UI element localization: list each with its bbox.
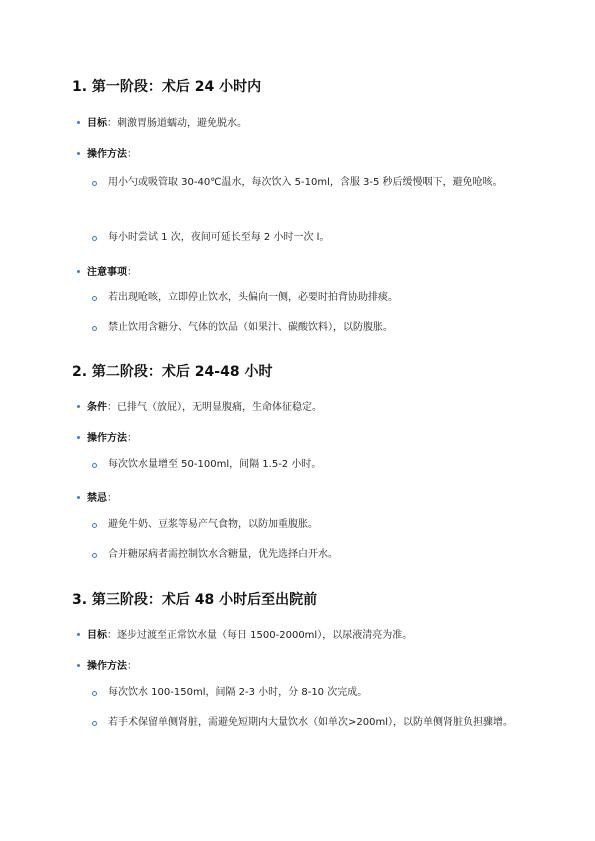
bullet-label: 操作方法 [87, 433, 127, 444]
bullet-text: ： [107, 493, 117, 504]
bullet-text: ： [127, 149, 137, 160]
bullet-label: 操作方法 [87, 661, 127, 672]
bullet-ring-icon [92, 463, 97, 468]
bullet-dot-icon [77, 664, 80, 667]
bullet-label: 禁忌 [87, 493, 107, 504]
sub-bullet-text: 避免牛奶、豆浆等易产气食物，以防加重腹胀。 [108, 519, 318, 530]
sub-bullet-item [92, 681, 522, 705]
bullet-label: 条件 [87, 402, 107, 413]
bullet-label: 目标 [87, 118, 107, 129]
bullet-item [77, 398, 322, 413]
sub-bullet-text: 合并糖尿病者需控制饮水含糖量，优先选择白开水。 [108, 549, 338, 560]
bullet-label: 操作方法 [87, 149, 127, 160]
bullet-text: ：逐步过渡至正常饮水量（每日 1500-2000ml），以尿液清亮为准。 [107, 630, 413, 641]
bullet-item [77, 429, 137, 444]
bullet-ring-icon [92, 296, 97, 301]
section-heading: 1. 第一阶段：术后 24 小时内 [72, 79, 262, 95]
bullet-label: 注意事项 [87, 267, 127, 278]
sub-bullet-item [92, 711, 522, 735]
section-heading: 3. 第三阶段：术后 48 小时后至出院前 [72, 592, 318, 608]
bullet-dot-icon [77, 121, 80, 124]
bullet-ring-icon [92, 181, 97, 186]
bullet-item [77, 626, 412, 641]
bullet-item [77, 657, 137, 672]
bullet-text: ：刺激胃肠道蠕动，避免脱水。 [107, 118, 247, 129]
bullet-label: 目标 [87, 630, 107, 641]
bullet-dot-icon [77, 633, 80, 636]
bullet-item [77, 114, 247, 129]
bullet-text: ： [127, 267, 137, 278]
sub-bullet-item [92, 513, 522, 537]
sub-bullet-text: 用小勺或吸管取 30-40℃温水，每次饮入 5-10ml，含服 3-5 秒后缓慢咽下，避免呛咳。 [108, 177, 503, 188]
bullet-item [77, 263, 137, 278]
sub-bullet-text: 每次饮水 100-150ml，间隔 2-3 小时，分 8-10 次完成。 [108, 687, 368, 698]
bullet-ring-icon [92, 326, 97, 331]
bullet-ring-icon [92, 236, 97, 241]
bullet-dot-icon [77, 496, 80, 499]
bullet-ring-icon [92, 553, 97, 558]
bullet-dot-icon [77, 405, 80, 408]
sub-bullet-item [92, 226, 522, 250]
bullet-text: ： [127, 661, 137, 672]
bullet-item [77, 145, 137, 160]
sub-bullet-text: 禁止饮用含糖分、气体的饮品（如果汁、碳酸饮料），以防腹胀。 [108, 322, 393, 333]
sub-bullet-text: 每小时尝试 1 次，夜间可延长至每 2 小时一次 l。 [108, 232, 330, 243]
sub-bullet-item [92, 171, 522, 195]
bullet-ring-icon [92, 721, 97, 726]
sub-bullet-item [92, 286, 522, 310]
sub-bullet-item [92, 453, 522, 477]
sub-bullet-text: 若出现呛咳，立即停止饮水，头偏向一侧，必要时拍背协助排痰。 [108, 292, 398, 303]
bullet-text: ： [127, 433, 137, 444]
bullet-ring-icon [92, 523, 97, 528]
bullet-text: ：已排气（放屁），无明显腹痛，生命体征稳定。 [107, 402, 322, 413]
sub-bullet-item [92, 316, 522, 340]
sub-bullet-text: 若手术保留单侧肾脏，需避免短期内大量饮水（如单次>200ml），以防单侧肾脏负担骤增。 [108, 717, 513, 728]
sub-bullet-text: 每次饮水量增至 50-100ml，间隔 1.5-2 小时。 [108, 459, 322, 470]
bullet-dot-icon [77, 270, 80, 273]
section-heading: 2. 第二阶段：术后 24-48 小时 [72, 364, 273, 380]
sub-bullet-item [92, 543, 522, 567]
bullet-dot-icon [77, 152, 80, 155]
bullet-item [77, 489, 117, 504]
bullet-ring-icon [92, 691, 97, 696]
bullet-dot-icon [77, 436, 80, 439]
